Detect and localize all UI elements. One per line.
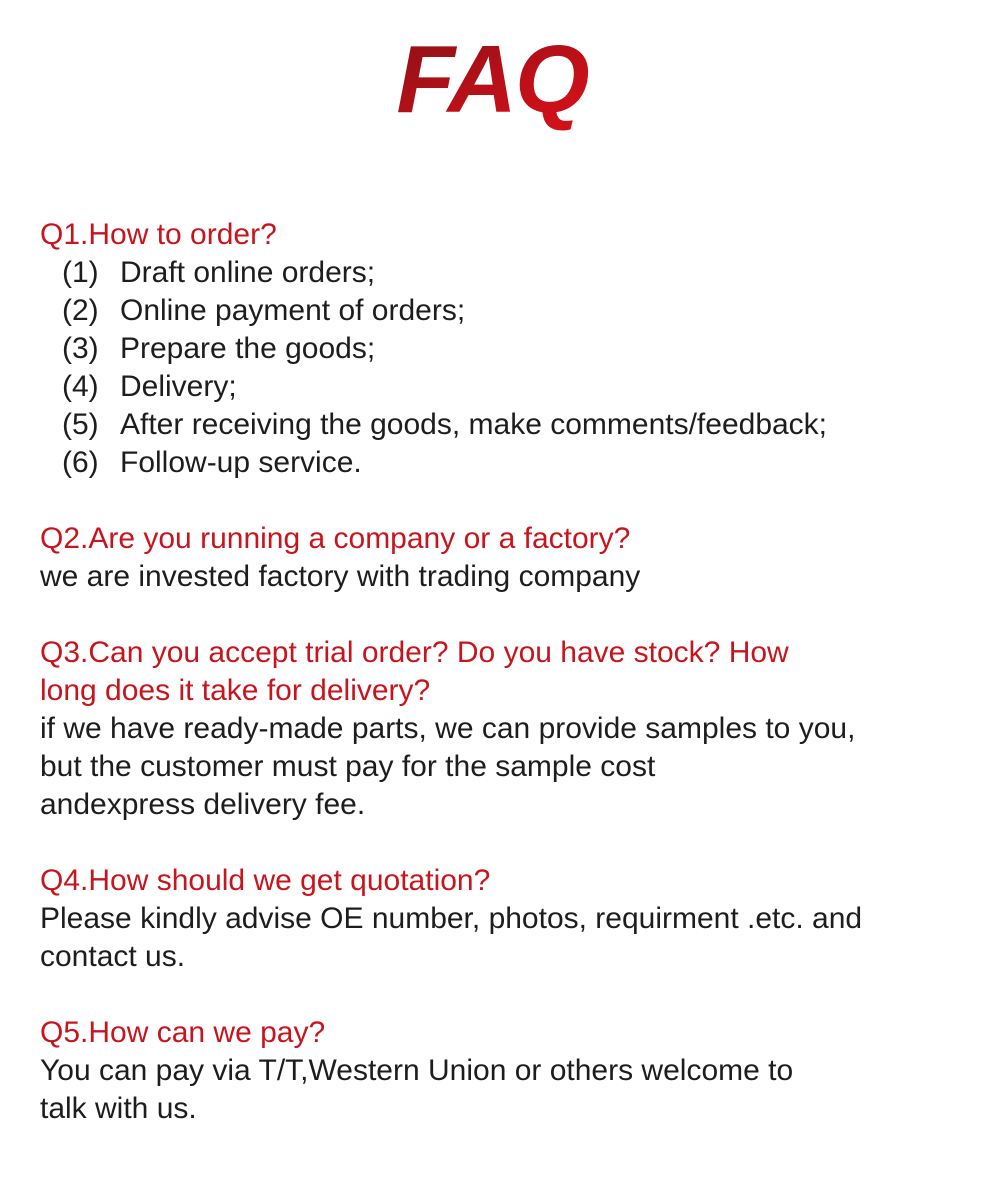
question-heading: [40, 520, 960, 558]
answer-line: contact us.: [40, 939, 186, 973]
list-item-text: Draft online orders;: [120, 255, 376, 289]
faq-section-q5: [40, 1014, 960, 1128]
list-item-text: Online payment of orders;: [120, 293, 466, 327]
answer-line: we are invested factory with trading company: [40, 559, 641, 593]
answer-line: You can pay via T/T,Western Union or others welcome to: [40, 1053, 794, 1087]
question-line: Q2.Are you running a company or a factory?: [40, 521, 631, 555]
list-item: [40, 330, 960, 368]
list-item-text: Prepare the goods;: [120, 331, 376, 365]
list-item-number: (6): [62, 445, 99, 479]
list-item: [40, 406, 960, 444]
faq-title: FAQ: [40, 26, 960, 134]
question-heading: [40, 862, 960, 900]
faq-section-q3: [40, 634, 960, 824]
question-line: long does it take for delivery?: [40, 673, 431, 707]
list-item-text: After receiving the goods, make comments/feedback;: [120, 407, 828, 441]
list-item: [40, 368, 960, 406]
answer-line: but the customer must pay for the sample cost: [40, 749, 656, 783]
list-item-text: Follow-up service.: [120, 445, 362, 479]
list-item: [40, 254, 960, 292]
list-item-number: (1): [62, 255, 99, 289]
question-heading: [40, 634, 960, 710]
question-line: Q1.How to order?: [40, 217, 277, 251]
list-item-text: Delivery;: [120, 369, 237, 403]
answer: [40, 1052, 960, 1128]
question-heading: [40, 1014, 960, 1052]
answer-line: Please kindly advise OE number, photos, requirment .etc. and: [40, 901, 863, 935]
answer-line: andexpress delivery fee.: [40, 787, 366, 821]
list-item: [40, 292, 960, 330]
question-line: Q3.Can you accept trial order? Do you have stock? How: [40, 635, 789, 669]
list-item-number: (2): [62, 293, 99, 327]
order-steps-list: [40, 254, 960, 482]
answer: [40, 710, 960, 824]
list-item-number: (3): [62, 331, 99, 365]
list-item-number: (4): [62, 369, 99, 403]
faq-section-q4: [40, 862, 960, 976]
faq-section-q1: [40, 216, 960, 482]
answer: [40, 900, 960, 976]
list-item: [40, 444, 960, 482]
list-item-number: (5): [62, 407, 99, 441]
question-heading: [40, 216, 960, 254]
answer-line: talk with us.: [40, 1091, 197, 1125]
faq-section-q2: [40, 520, 960, 596]
answer: [40, 558, 960, 596]
question-line: Q4.How should we get quotation?: [40, 863, 491, 897]
answer-line: if we have ready-made parts, we can provide samples to you,: [40, 711, 856, 745]
question-line: Q5.How can we pay?: [40, 1015, 326, 1049]
